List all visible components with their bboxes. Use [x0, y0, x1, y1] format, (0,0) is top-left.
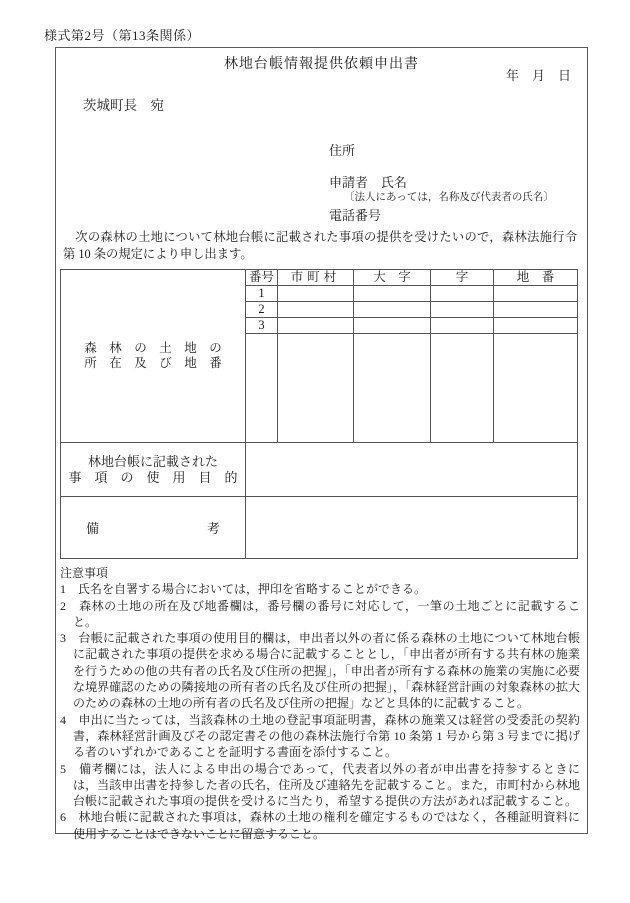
corporate-name-note: 〔法人にあっては，名称及び代表者の氏名〕 — [344, 192, 554, 203]
aza-cell — [431, 318, 494, 334]
aza-cell — [431, 302, 494, 318]
address-label: 住所 — [329, 143, 356, 158]
oaza-cell — [354, 286, 431, 302]
purpose-of-use-label — [61, 443, 246, 497]
purpose-label-line1: 林地台帳に記載された — [87, 453, 218, 469]
form-number-label: 様式第2号（第13条関係） — [44, 28, 201, 43]
lot-number-cell — [494, 318, 578, 334]
phone-label: 電話番号 — [329, 208, 382, 223]
municipality-cell — [278, 318, 354, 334]
application-statement: 次の森林の土地について林地台帳に記載された事項の提供を受けたいので，森林法施行令第 10 条の規定により申し出ます。 — [63, 230, 577, 261]
municipality-cell — [278, 302, 354, 318]
note-item-2: 2 森林の土地の所在及び地番欄は，番号欄の番号に対応して，一筆の土地ごとに記載すること。 — [60, 598, 580, 629]
lot-number-cell — [494, 286, 578, 302]
remarks-cell — [246, 497, 578, 559]
addressee: 茨城町長 宛 — [83, 98, 164, 113]
row-number: 1 — [246, 286, 278, 302]
row-number: 2 — [246, 302, 278, 318]
oaza-cell — [354, 334, 431, 443]
municipality-cell — [278, 334, 354, 443]
notes-heading: 注意事項 — [60, 566, 109, 580]
oaza-cell — [354, 318, 431, 334]
note-item-6: 6 林地台帳に記載された事項は，森林の土地の権利を確定するものではなく，各種証明資料に使用することはできないことに留意すること。 — [60, 810, 580, 841]
land-location-label-line2: 所 在 及 び 地 番 — [84, 356, 222, 370]
col-header-municipality: 市町村 — [278, 270, 354, 286]
remarks-label-right: 考 — [206, 521, 220, 536]
lot-number-cell — [494, 302, 578, 318]
col-header-number: 番号 — [246, 270, 278, 286]
date-line: 年 月 日 — [505, 68, 571, 83]
land-table — [60, 269, 578, 559]
col-header-lot-number: 地 番 — [494, 270, 578, 286]
note-item-5: 5 備考欄には，法人による申出の場合であって，代表者以外の者が申出書を持参するときには，当該申出書を持参した者の氏名，住所及び連絡先を記載すること。また，市町村から林地台帳に記載された事項の提供を受けるに当たり，希望する提供の方法があれば記載すること。 — [60, 761, 580, 809]
municipality-cell — [278, 286, 354, 302]
number-cell — [246, 334, 278, 443]
note-item-3: 3 台帳に記載された事項の使用目的欄は，申出者以外の者に係る森林の土地について林地台帳に記載された事項の提供を求める場合に記載することとし，「申出者が所有する共有林の施業を行うための他の共有者の氏名及び住所の把握」，「申出者が所有する森林の施業の実施に必要な境界確認のための隣接地の所有者の氏名及び住所の把握」，「森林経営計画の対象森林の拡大のための森林の土地の所有者の氏名及び住所の把握」などと具体的に記載すること。 — [60, 631, 580, 711]
remarks-label — [61, 497, 246, 559]
land-location-label — [61, 270, 246, 443]
lot-number-cell — [494, 334, 578, 443]
oaza-cell — [354, 302, 431, 318]
purpose-label-line2: 事 項 の 使 用 目 的 — [68, 469, 238, 485]
remarks-label-left: 備 — [86, 521, 100, 536]
purpose-of-use-cell — [246, 443, 578, 497]
page-title: 林地台帳情報提供依頼申出書 — [224, 57, 419, 72]
aza-cell — [431, 334, 494, 443]
note-item-4: 4 申出に当たっては，当該森林の土地の登記事項証明書，森林の施業又は経営の受委託の契約書，森林経営計画及びその認定書その他の森林法施行令第 10 条第 1 号から第 3 号までに掲げる者のいずれかであることを証明する書面を添付すること。 — [60, 712, 580, 760]
land-location-label-line1: 森 林 の 土 地 の — [84, 341, 222, 355]
col-header-oaza: 大 字 — [354, 270, 431, 286]
aza-cell — [431, 286, 494, 302]
row-number: 3 — [246, 318, 278, 334]
form-sheet — [55, 47, 588, 841]
notes-section — [60, 565, 580, 842]
note-item-1: 1 氏名を自署する場合においては，押印を省略することができる。 — [60, 582, 427, 597]
col-header-aza: 字 — [431, 270, 494, 286]
applicant-name-label: 申請者 氏名 — [329, 175, 408, 190]
